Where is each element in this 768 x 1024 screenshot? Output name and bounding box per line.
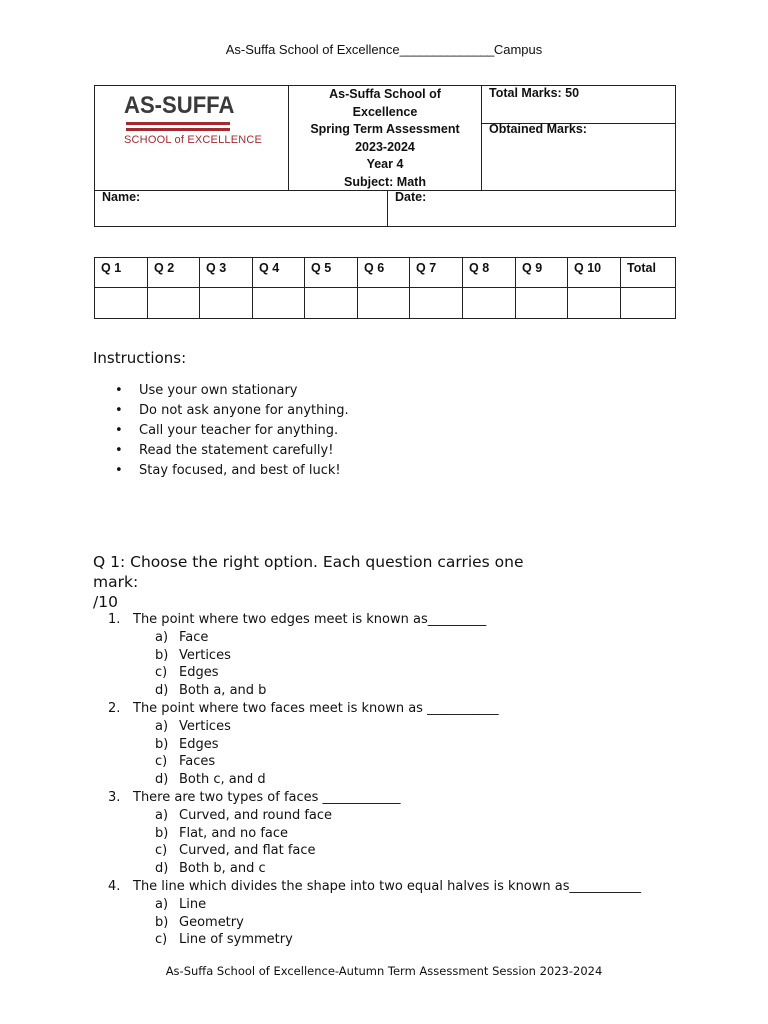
question-number: 2. <box>108 700 121 716</box>
instructions-list <box>94 381 349 481</box>
score-cell[interactable] <box>95 288 148 319</box>
logo-subtitle: SCHOOL of EXCELLENCE <box>124 134 263 146</box>
divider <box>481 85 482 191</box>
list-item: • Read the statement carefully! <box>94 441 349 461</box>
option-text: Line <box>179 896 207 912</box>
option-row[interactable] <box>94 736 694 754</box>
option-row[interactable] <box>94 825 694 843</box>
option-text: Curved, and flat face <box>179 843 316 859</box>
name-label[interactable]: Name: <box>102 190 141 204</box>
option-letter: a) <box>155 718 169 734</box>
divider <box>387 190 388 227</box>
option-letter: d) <box>155 772 169 788</box>
option-letter: d) <box>155 683 169 699</box>
option-row[interactable] <box>94 807 694 825</box>
question-text: The point where two faces meet is known as ___________ <box>133 700 499 716</box>
option-row[interactable] <box>94 647 694 665</box>
score-header-cell: Q 6 <box>358 258 410 288</box>
obtained-marks-label[interactable]: Obtained Marks: <box>489 122 587 136</box>
question-row <box>94 789 694 807</box>
score-header-cell: Q 1 <box>95 258 148 288</box>
question-text: The point where two edges meet is known as_________ <box>133 612 487 627</box>
list-item: • Call your teacher for anything. <box>94 421 349 441</box>
score-cell[interactable] <box>200 288 253 319</box>
question-text: There are two types of faces ____________ <box>133 789 401 805</box>
q1-marks: /10 <box>93 593 118 611</box>
question-number: 1. <box>108 612 121 627</box>
option-text: Geometry <box>179 914 244 930</box>
option-letter: c) <box>155 665 168 681</box>
divider <box>288 85 289 191</box>
option-letter: b) <box>155 736 169 752</box>
option-text: Line of symmetry <box>179 932 293 948</box>
score-cell[interactable] <box>358 288 410 319</box>
option-letter: b) <box>155 914 169 930</box>
option-row[interactable] <box>94 629 694 647</box>
option-row[interactable] <box>94 842 694 860</box>
header-blank: ______________ <box>399 42 494 57</box>
session-year: 2023-2024 <box>355 139 415 154</box>
score-header-cell: Q 9 <box>516 258 568 288</box>
option-text: Edges <box>179 736 219 752</box>
list-item: • Do not ask anyone for anything. <box>94 401 349 421</box>
score-cell[interactable] <box>463 288 516 319</box>
question-row <box>94 611 694 629</box>
list-item: • Use your own stationary <box>94 381 349 401</box>
score-cell[interactable] <box>516 288 568 319</box>
instructions-title: Instructions: <box>93 349 187 367</box>
score-header-cell: Total <box>621 258 676 288</box>
logo-bar <box>126 128 230 131</box>
option-text: Curved, and round face <box>179 807 333 823</box>
option-row[interactable] <box>94 682 694 700</box>
option-letter: a) <box>155 629 169 645</box>
option-row[interactable] <box>94 914 694 932</box>
option-letter: a) <box>155 807 169 823</box>
option-letter: c) <box>155 932 168 948</box>
option-row[interactable] <box>94 718 694 736</box>
option-text: Both b, and c <box>179 861 266 877</box>
logo-bar <box>126 122 230 125</box>
option-letter: b) <box>155 825 169 841</box>
header-school: As-Suffa School of Excellence <box>225 42 400 57</box>
option-letter: a) <box>155 896 169 912</box>
option-text: Vertices <box>179 647 231 663</box>
score-header-cell: Q 5 <box>305 258 358 288</box>
score-header-cell: Q 4 <box>253 258 305 288</box>
total-marks: Total Marks: 50 <box>489 86 580 100</box>
option-row[interactable] <box>94 753 694 771</box>
question-number: 4. <box>108 878 121 894</box>
page-footer: As-Suffa School of Excellence-Autumn Term Assessment Session 2023-2024 <box>165 964 603 978</box>
option-letter: c) <box>155 843 168 859</box>
score-header-cell: Q 8 <box>463 258 516 288</box>
score-header-cell: Q 7 <box>410 258 463 288</box>
score-cell[interactable] <box>148 288 200 319</box>
score-cell[interactable] <box>410 288 463 319</box>
option-text: Both a, and b <box>179 683 267 699</box>
question-list <box>94 611 694 949</box>
grade-level: Year 4 <box>366 157 404 171</box>
option-letter: b) <box>155 647 169 663</box>
score-cell[interactable] <box>621 288 676 319</box>
subject: Subject: Math <box>344 174 426 189</box>
q1-heading: Q 1: Choose the right option. Each question carries one mark: <box>93 553 524 591</box>
school-logo <box>96 90 286 185</box>
logo-wordmark: AS-SUFFA <box>124 92 235 119</box>
question-number: 3. <box>108 789 121 805</box>
option-text: Both c, and d <box>179 772 266 788</box>
school-name: As-Suffa School of Excellence <box>329 87 441 119</box>
score-cell[interactable] <box>305 288 358 319</box>
question-section-title <box>93 552 563 612</box>
page-header <box>0 42 768 57</box>
list-item: • Stay focused, and best of luck! <box>94 461 349 481</box>
score-cell[interactable] <box>253 288 305 319</box>
option-letter: c) <box>155 754 168 770</box>
score-header-cell: Q 3 <box>200 258 253 288</box>
header-campus: Campus <box>493 42 543 57</box>
question-row <box>94 700 694 718</box>
question-text: The line which divides the shape into two equal halves is known as___________ <box>133 878 642 894</box>
score-entry-row <box>95 288 676 319</box>
score-table <box>94 257 676 319</box>
option-text: Face <box>179 629 209 645</box>
option-row[interactable] <box>94 931 694 949</box>
score-header-row <box>95 258 676 288</box>
term-title: Spring Term Assessment <box>310 122 460 136</box>
question-row <box>94 878 694 896</box>
option-row[interactable] <box>94 860 694 878</box>
score-header-cell: Q 2 <box>148 258 200 288</box>
option-row[interactable] <box>94 771 694 789</box>
option-letter: d) <box>155 861 169 877</box>
assessment-info <box>290 86 480 191</box>
date-label[interactable]: Date: <box>395 190 427 204</box>
option-text: Flat, and no face <box>179 825 289 841</box>
option-text: Edges <box>179 665 219 681</box>
option-row[interactable] <box>94 896 694 914</box>
score-cell[interactable] <box>568 288 621 319</box>
option-text: Faces <box>179 754 216 770</box>
option-row[interactable] <box>94 664 694 682</box>
score-header-cell: Q 10 <box>568 258 621 288</box>
option-text: Vertices <box>179 718 231 734</box>
